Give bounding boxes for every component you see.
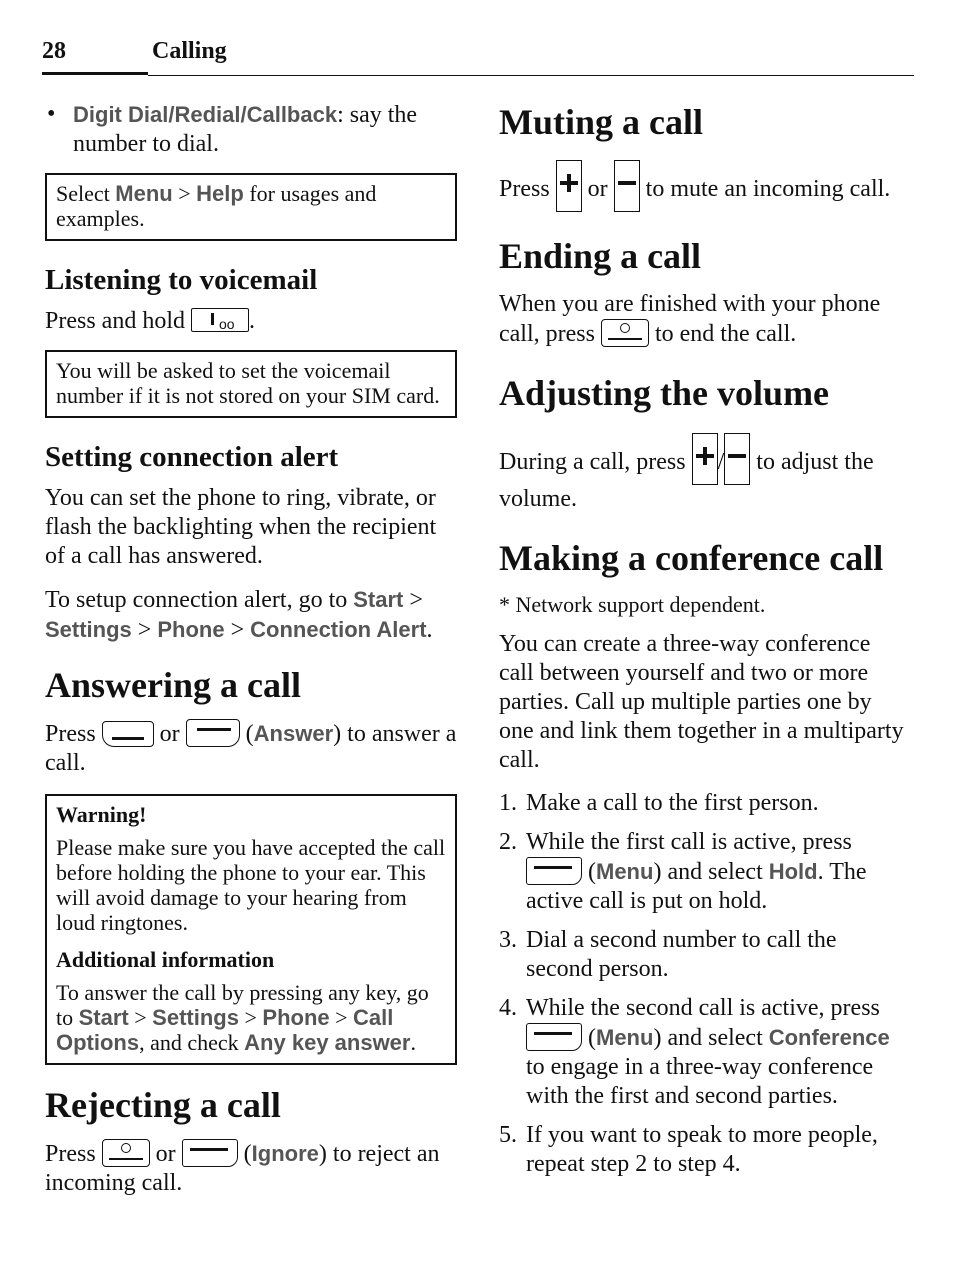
right-column [499,100,909,1189]
muting-or: or [581,176,614,202]
end-key-icon [601,319,649,347]
list-item [499,926,909,984]
answer-label: Answer [253,721,334,746]
phone-label: Phone [262,1005,330,1030]
additional-info-text [56,980,447,1055]
voicemail-t1: Press and hold [45,308,185,334]
header-rule-thin [148,75,914,76]
step-text: . The active call is put on hold. [526,859,867,914]
start-label: Start [78,1005,129,1030]
note-voicemail-text: You will be asked to set the voicemail number if it is not stored on your SIM card. [56,358,440,408]
volume-up-key-icon [556,160,582,212]
ending-t2: to end the call. [648,321,797,347]
note-help-t1: Select [56,181,116,206]
bullet-text: : say the number to dial. [73,102,418,157]
answering-text [45,719,457,778]
header-rule-thick [42,72,148,75]
gt: > [403,587,423,613]
step-text: Dial a second number to call the second person. [526,927,837,982]
gt: > [224,617,251,643]
step-text: While the second call is active, press [526,995,880,1021]
left-column [45,100,457,1212]
settings-label: Settings [45,617,132,642]
list-item [499,994,909,1111]
gt: > [131,617,158,643]
rejecting-press: Press [45,1141,102,1167]
paren: ( [239,721,254,747]
gt: > [238,1005,263,1030]
answering-press: Press [45,721,102,747]
settings-label: Settings [152,1005,239,1030]
step-text: to engage in a three-way conference with the first and second parties. [526,1054,874,1109]
add-a1: To answer the call by pressing any key, go to [56,980,429,1030]
conference-footnote: * Network support dependent. [499,592,766,617]
note-warning [45,794,457,1065]
step-number: 2. [499,829,517,855]
end-key-icon [102,1139,150,1167]
alert-p2a: To setup connection alert, go to [45,587,354,613]
warning-heading: Warning! [56,802,147,827]
conference-label: Conference [768,1025,890,1050]
note-help-sep: > [172,181,197,206]
muting-press: Press [499,176,556,202]
period: . [426,617,433,643]
rejecting-text [45,1139,457,1198]
menu-label: Menu [596,859,654,884]
step-number: 4. [499,995,517,1021]
conference-intro: You can create a three-way conference call between yourself and two or more parties. Call up multiple parties one by one and link them together in a multiparty call. [499,631,904,773]
heading-rejecting: Rejecting a call [45,1085,281,1125]
gt: > [329,1005,354,1030]
add-a2: , and check [139,1030,245,1055]
step-text: While the first call is active, press [526,829,852,855]
start-label: Start [353,587,404,612]
hold-label: Hold [768,859,818,884]
voicemail-period: . [249,308,255,334]
rejecting-or: or [149,1141,182,1167]
step-number: 1. [499,790,517,816]
any-key-answer-label: Any key answer [244,1030,411,1055]
help-label: Help [196,181,244,206]
step-text: ) and select [653,1025,769,1051]
volume-text [499,433,909,514]
paren: ( [582,1025,596,1051]
note-help [45,173,457,241]
term-digit-dial: Digit Dial/Redial/Callback [73,102,338,127]
step-text: ) and select [653,859,769,885]
voicemail-text [45,307,457,336]
answering-or: or [153,721,186,747]
heading-connection-alert: Setting connection alert [45,441,339,473]
volume-up-key-icon [692,433,718,485]
alert-p1: You can set the phone to ring, vibrate, or flash the backlighting when the recipient of a call has answered. [45,485,437,569]
note-voicemail [45,350,457,418]
slash: / [717,449,725,475]
list-item [499,789,909,818]
step-number: 5. [499,1122,517,1148]
note-help-t2: for usages and examples. [56,181,377,231]
phone-label: Phone [157,617,225,642]
ending-t1: When you are finished with your phone call, press [499,291,881,347]
rejecting-tail: ) to reject an incoming call. [45,1141,440,1196]
menu-label: Menu [596,1025,654,1050]
list-item [499,828,909,916]
period: . [410,1030,416,1055]
volume-down-key-icon [614,160,640,212]
heading-voicemail: Listening to voicemail [45,264,318,296]
answering-tail: ) to answer a call. [45,721,457,776]
chapter-title: Calling [152,38,227,64]
bullet-digit-dial [45,100,457,159]
heading-answering: Answering a call [45,665,301,705]
right-softkey-icon [182,1139,238,1167]
heading-volume: Adjusting the volume [499,373,830,413]
menu-label: Menu [115,181,173,206]
conference-steps [499,789,909,1179]
right-softkey-icon [526,857,582,885]
step-text: If you want to speak to more people, repeat step 2 to step 4. [526,1122,878,1177]
connection-alert-label: Connection Alert [250,617,427,642]
warning-text: Please make sure you have accepted the call before holding the phone to your ear. This will avoid damage to your hearing from loud ringtones. [56,835,446,935]
right-softkey-icon [186,719,240,747]
step-number: 3. [499,927,517,953]
call-options-label: Call Options [56,1005,394,1055]
note-help-text [56,181,447,231]
gt: > [128,1005,153,1030]
heading-conference: Making a conference call [499,538,884,578]
list-item [499,1121,909,1179]
volume-down-key-icon [724,433,750,485]
paren: ( [582,859,596,885]
ignore-label: Ignore [251,1141,319,1166]
page-number: 28 [42,38,66,64]
ending-text [499,290,909,349]
right-softkey-icon [526,1023,582,1051]
volume-t1: During a call, press [499,449,692,475]
muting-tail: to mute an incoming call. [639,176,891,202]
heading-ending: Ending a call [499,236,702,276]
paren: ( [237,1141,252,1167]
page-header [42,38,914,78]
heading-muting: Muting a call [499,102,703,142]
muting-text [499,160,909,212]
alert-p2 [45,585,457,645]
left-softkey-icon [102,721,154,747]
volume-t2: to adjust the volume. [499,449,874,512]
step-text: Make a call to the first person. [526,790,819,816]
additional-info-heading: Additional information [56,947,275,972]
voicemail-key-icon: oo [191,308,249,332]
